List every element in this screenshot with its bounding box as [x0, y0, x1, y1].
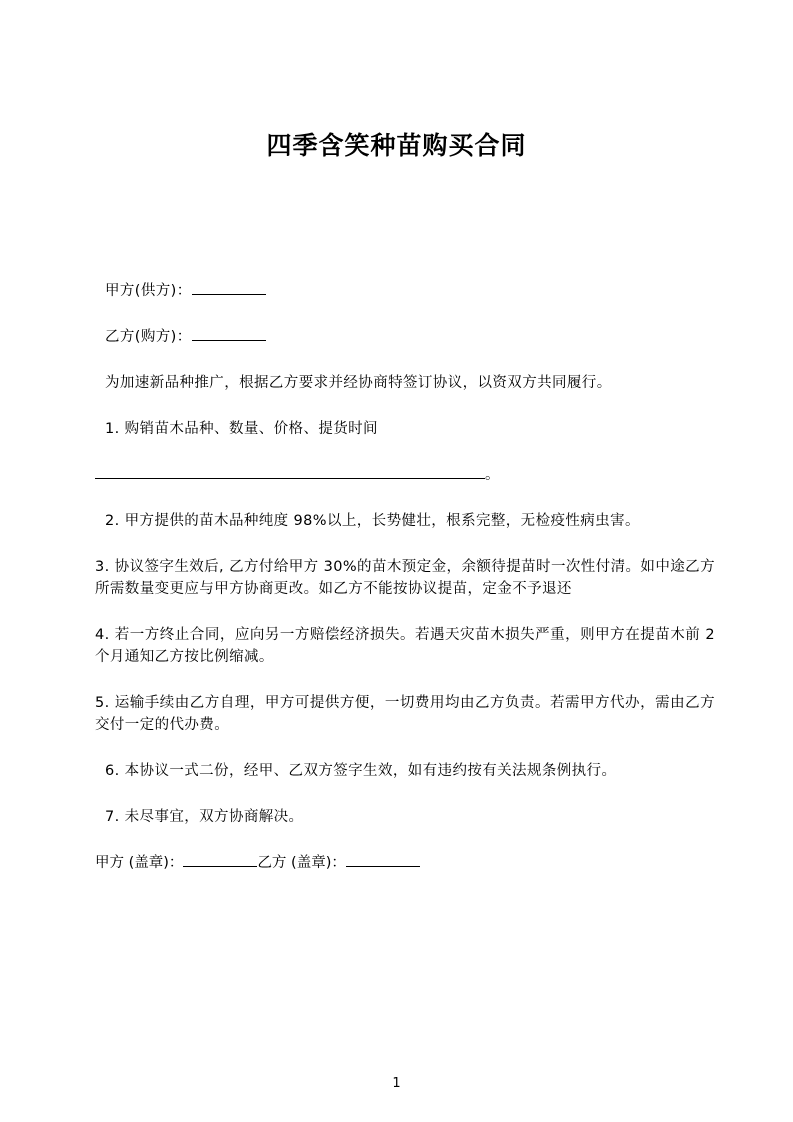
paragraph-clause-2: 2. 甲方提供的苗木品种纯度 98%以上，长势健壮，根系完整，无检疫性病虫害。	[105, 513, 640, 529]
paragraph-clause-1: 1. 购销苗木品种、数量、价格、提货时间	[105, 421, 378, 437]
paragraph-intro: 为加速新品种推广，根据乙方要求并经协商特签订协议，以资双方共同履行。	[105, 375, 612, 391]
page-number: 1	[392, 1076, 401, 1091]
paragraph-clause-6: 6. 本协议一式二份，经甲、乙双方签字生效，如有违约按有关法规条例执行。	[105, 763, 617, 779]
seller-seal-blank[interactable]	[183, 853, 257, 867]
paragraph-clause-4: 4. 若一方终止合同，应向另一方赔偿经济损失。若遇天灾苗木损失严重，则甲方在提苗木前 2 个月通知乙方按比例缩减。	[95, 627, 715, 665]
clause-1-fill-blank[interactable]	[95, 465, 485, 479]
buyer-seal-label: 乙方 (盖章)：	[257, 855, 346, 871]
clause-1-blank-suffix: 。	[485, 467, 500, 483]
paragraph-clause-7: 7. 未尽事宜，双方协商解决。	[105, 809, 304, 825]
clause-1-blank-line	[95, 464, 715, 486]
signature-row	[95, 852, 715, 874]
buyer-name-blank[interactable]	[192, 327, 266, 341]
seller-name-blank[interactable]	[192, 281, 266, 295]
buyer-party-label: 乙方(购方)：	[105, 329, 192, 345]
page-title: 四季含笑种苗购买合同	[266, 131, 527, 160]
seller-party-line	[95, 280, 715, 302]
document-body	[95, 280, 715, 874]
seller-seal-label: 甲方 (盖章)：	[95, 855, 184, 871]
buyer-party-line	[95, 326, 715, 348]
paragraph-clause-5: 5. 运输手续由乙方自理，甲方可提供方便，一切费用均由乙方负责。若需甲方代办，需由乙方交付一定的代办费。	[95, 695, 715, 733]
seller-party-label: 甲方(供方)：	[105, 283, 192, 299]
paragraph-clause-3: 3. 协议签字生效后, 乙方付给甲方 30%的苗木预定金，余额待提苗时一次性付清。如中途乙方所需数量变更应与甲方协商更改。如乙方不能按协议提苗，定金不予退还	[95, 559, 715, 597]
buyer-seal-blank[interactable]	[346, 853, 420, 867]
